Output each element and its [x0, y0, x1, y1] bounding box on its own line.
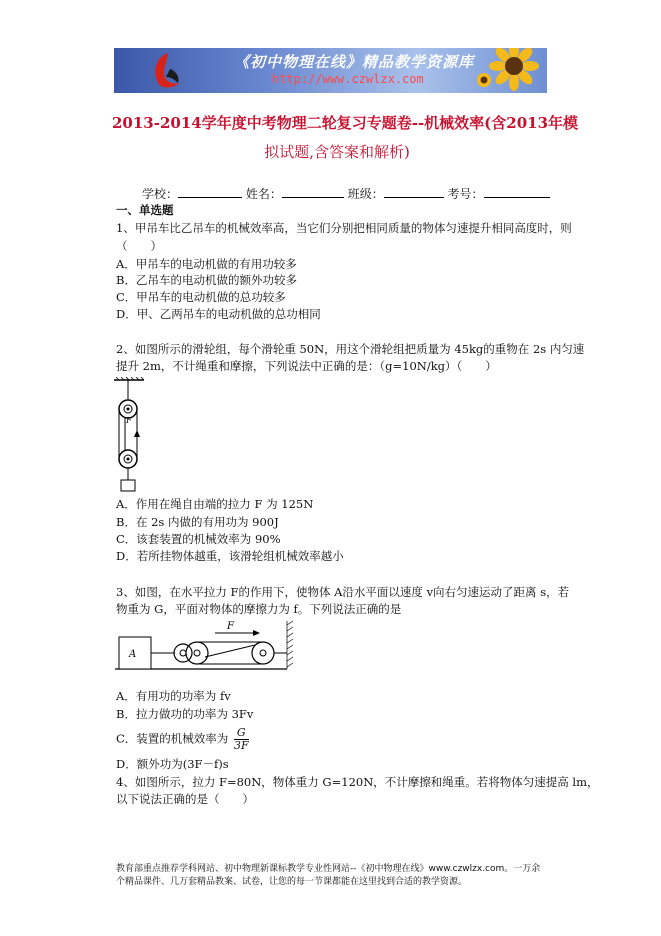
q2-option-d: D．若所挂物体越重，该滑轮组机械效率越小: [116, 549, 344, 563]
q3-option-d: D．额外功为(3F－f)s: [116, 757, 229, 771]
horizontal-pulley-figure: [115, 617, 295, 673]
school-label: 学校：: [142, 187, 179, 201]
q3-stem-continued: 物重为 G，平面对物体的摩擦力为 f。下列说法正确的是: [116, 602, 402, 616]
q1-option-a: A．甲吊车的电动机做的有用功较多: [116, 257, 297, 271]
q2-stem-continued: 提升 2m，不计绳重和摩擦，下列说法中正确的是：（g=10N/kg）（ ）: [116, 359, 497, 373]
q3-option-b: B．拉力做功的功率为 3Fv: [116, 707, 254, 721]
exam-no-label: 考号：: [447, 187, 484, 201]
banner-url[interactable]: http://www.czwlzx.com: [272, 72, 424, 86]
school-blank[interactable]: [178, 186, 242, 198]
q4-stem: 4、如图所示，拉力 F=80N，物体重力 G=120N，不计摩擦和绳重。若将物体匀速提高 lm，: [116, 775, 599, 789]
efficiency-fraction: [234, 727, 249, 752]
q3-option-a: A．有用功的功率为 fv: [116, 689, 231, 703]
student-info-line: [142, 185, 550, 202]
sunflower-icon: [474, 48, 544, 93]
q2-option-c: C．该套装置的机械效率为 90%: [116, 532, 281, 546]
q1-option-d: D．甲、乙两吊车的电动机做的总功相同: [116, 307, 321, 321]
document-title: 2013-2014学年度中考物理二轮复习专题卷--机械效率(含2013年模: [112, 114, 579, 132]
q1-option-c: C．甲吊车的电动机做的总功较多: [116, 290, 286, 304]
class-label: 班级：: [347, 187, 384, 201]
section-heading: 一、单选题: [116, 203, 174, 217]
q3-option-c-text: C．装置的机械效率为: [116, 731, 229, 746]
q1-stem-continued: （ ）: [116, 239, 162, 253]
site-logo-icon: [146, 51, 186, 91]
document-title-continued: 拟试题,含答案和解析): [264, 143, 410, 161]
q3-block-label: A: [129, 649, 137, 660]
header-banner: [114, 48, 547, 93]
footer-line-2: 个精品课件、几万套精品教案、试卷，让您的每一节课都能在这里找到合适的教学资源。: [116, 877, 468, 887]
q2-option-b: B．在 2s 内做的有用功为 900J: [116, 515, 279, 529]
q3-stem: 3、如图，在水平拉力 F的作用下，使物体 A沿水平面以速度 v向右匀速运动了距离 s，若: [116, 585, 570, 599]
fraction-denominator: 3F: [233, 739, 249, 752]
class-blank[interactable]: [384, 186, 444, 198]
q3-force-label: F: [227, 621, 234, 632]
q1-option-b: B．乙吊车的电动机做的额外功较多: [116, 273, 297, 287]
q4-stem-continued: 以下说法正确的是（ ）: [116, 792, 254, 806]
q2-stem: 2、如图所示的滑轮组，每个滑轮重 50N，用这个滑轮组把质量为 45kg的重物在 2s 内匀速: [116, 342, 585, 356]
exam-no-blank[interactable]: [484, 186, 550, 198]
q1-stem: 1、甲吊车比乙吊车的机械效率高，当它们分别把相同质量的物体匀速提升相同高度时，则: [116, 221, 572, 235]
footer-line-1: 教育部重点推荐学科网站、初中物理新课标教学专业性网站--《初中物理在线》www.czwlzx.com。一万余: [116, 864, 541, 874]
q2-option-a: A．作用在绳自由端的拉力 F 为 125N: [116, 497, 314, 511]
q3-option-c: [116, 727, 249, 752]
q2-force-label: F: [126, 416, 132, 425]
name-label: 姓名：: [245, 187, 282, 201]
fraction-numerator: G: [234, 727, 249, 740]
page-footer: [116, 863, 556, 889]
name-blank[interactable]: [282, 186, 344, 198]
banner-title: 《初中物理在线》精品教学资源库: [234, 53, 475, 71]
pulley-system-figure: [112, 377, 152, 493]
